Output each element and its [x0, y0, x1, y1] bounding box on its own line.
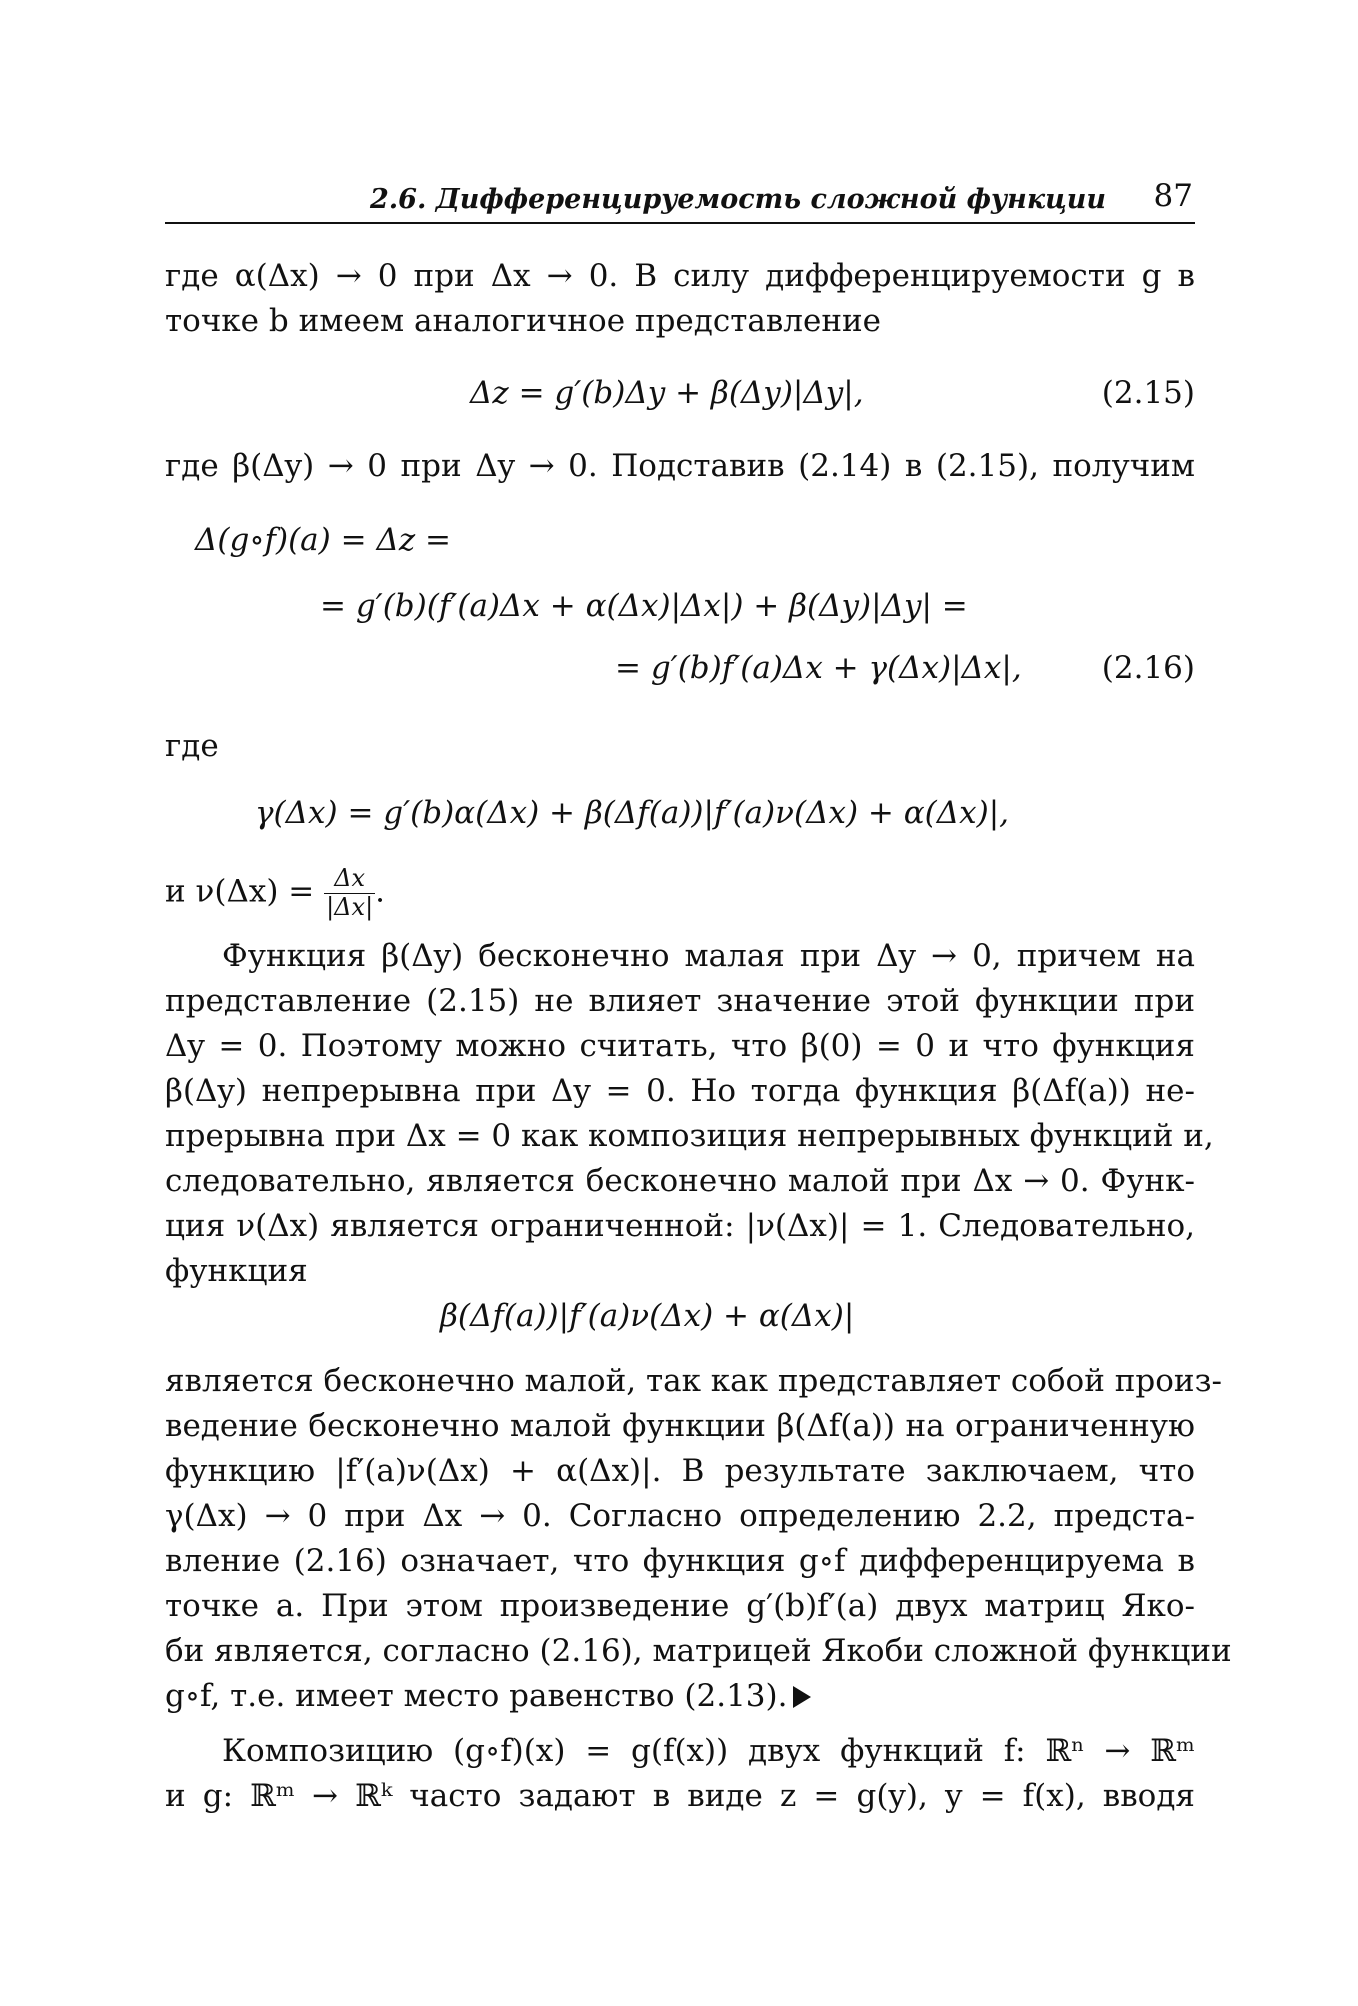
equation-2-16-line-3: = g′(b)f′(a)Δx + γ(Δx)|Δx|,	[615, 650, 1022, 686]
text-line: прерывна при Δx = 0 как композиция непрерывных функций и,	[165, 1118, 1214, 1154]
fraction-numerator: Δx	[324, 865, 375, 894]
running-title: 2.6. Дифференцируемость сложной функции	[370, 184, 1107, 215]
text-line: функцию |f′(a)ν(Δx) + α(Δx)|. В результате заключаем, что	[165, 1453, 1195, 1489]
nu-definition-suffix: .	[375, 873, 386, 910]
text-line: функция	[165, 1253, 308, 1289]
text-line: где	[165, 728, 219, 764]
text-line: Функция β(Δy) бесконечно малая при Δy → 0, причем на	[222, 938, 1195, 974]
text-line: Композицию (g∘f)(x) = g(f(x)) двух функций f: ℝⁿ → ℝᵐ	[222, 1733, 1195, 1769]
equation-2-15: Δz = g′(b)Δy + β(Δy)|Δy|,	[470, 375, 864, 411]
text-line: является бесконечно малой, так как представляет собой произ-	[165, 1363, 1222, 1399]
fraction	[324, 865, 375, 921]
equation-gamma: γ(Δx) = g′(b)α(Δx) + β(Δf(a))|f′(a)ν(Δx) + α(Δx)|,	[255, 795, 1010, 831]
text-line: где α(Δx) → 0 при Δx → 0. В силу дифференцируемости g в	[165, 258, 1195, 294]
equation-number: (2.15)	[1101, 375, 1195, 411]
nu-definition	[165, 865, 385, 921]
page-header	[165, 178, 1195, 224]
nu-definition-prefix: и ν(Δx) =	[165, 873, 325, 910]
text-line: β(Δy) непрерывна при Δy = 0. Но тогда функция β(Δf(a)) не-	[165, 1073, 1195, 1109]
text-line: где β(Δy) → 0 при Δy → 0. Подставив (2.14) в (2.15), получим	[165, 448, 1195, 484]
text-line: би является, согласно (2.16), матрицей Якоби сложной функции	[165, 1633, 1232, 1669]
page-number: 87	[1153, 178, 1193, 214]
fraction-denominator: |Δx|	[326, 892, 374, 921]
equation-2-16-line-1: Δ(g∘f)(a) = Δz =	[195, 522, 451, 558]
text-line: точке b имеем аналогичное представление	[165, 303, 882, 339]
text-line: следовательно, является бесконечно малой при Δx → 0. Функ-	[165, 1163, 1195, 1199]
end-of-proof-triangle-icon	[793, 1686, 811, 1708]
text-line: g∘f, т.е. имеет место равенство (2.13).	[165, 1678, 788, 1714]
text-line: γ(Δx) → 0 при Δx → 0. Согласно определению 2.2, предста-	[165, 1498, 1195, 1534]
text-line: представление (2.15) не влияет значение этой функции при	[165, 983, 1195, 1019]
proof-end-line	[165, 1678, 811, 1715]
text-line: вление (2.16) означает, что функция g∘f дифференцируема в	[165, 1543, 1195, 1579]
text-line: ведение бесконечно малой функции β(Δf(a)) на ограниченную	[165, 1408, 1195, 1444]
text-line: и g: ℝᵐ → ℝᵏ часто задают в виде z = g(y), y = f(x), вводя	[165, 1778, 1195, 1814]
text-line: ция ν(Δx) является ограниченной: |ν(Δx)| = 1. Следовательно,	[165, 1208, 1195, 1244]
equation-number: (2.16)	[1101, 650, 1195, 686]
equation-middle: β(Δf(a))|f′(a)ν(Δx) + α(Δx)|	[440, 1298, 855, 1334]
text-line: точке a. При этом произведение g′(b)f′(a) двух матриц Яко-	[165, 1588, 1195, 1624]
equation-2-16-line-2: = g′(b)(f′(a)Δx + α(Δx)|Δx|) + β(Δy)|Δy| =	[320, 588, 968, 624]
text-line: Δy = 0. Поэтому можно считать, что β(0) = 0 и что функция	[165, 1028, 1195, 1064]
